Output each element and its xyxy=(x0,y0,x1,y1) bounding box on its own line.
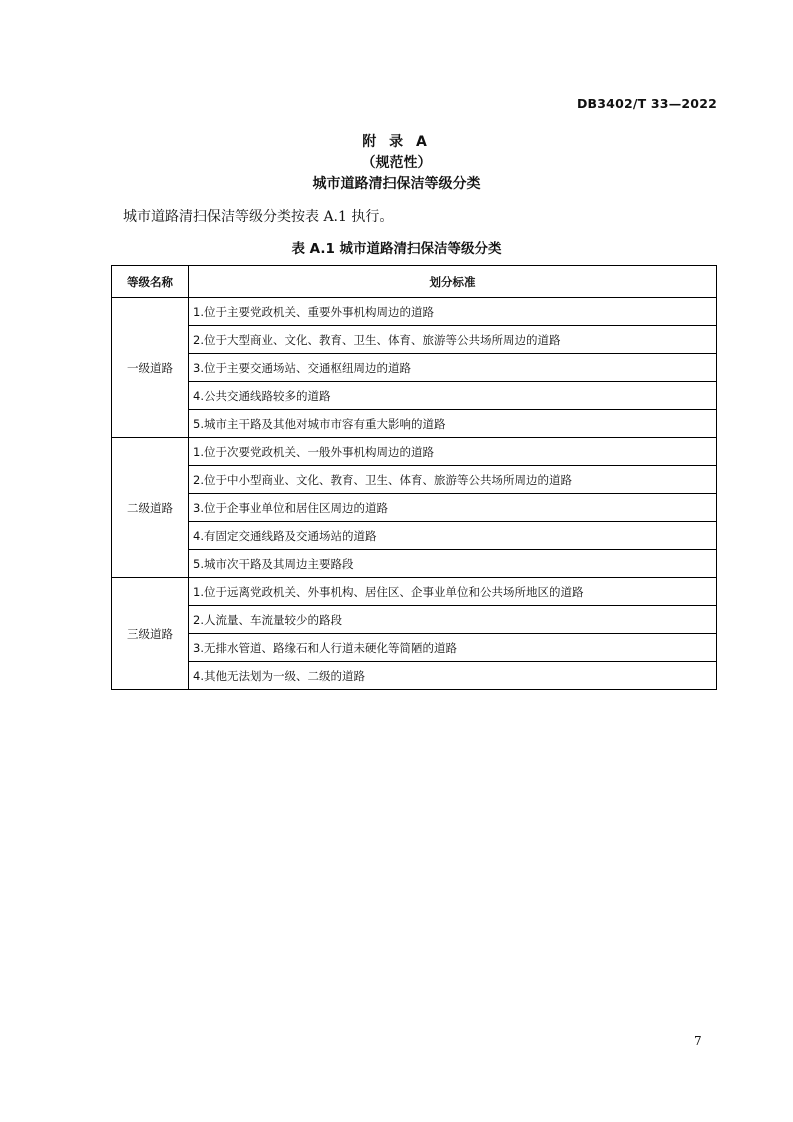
criterion-cell: 1.位于主要党政机关、重要外事机构周边的道路 xyxy=(189,298,717,326)
annex-title: 城市道路清扫保洁等级分类 xyxy=(312,176,481,192)
annex-nature: （规范性） xyxy=(361,155,432,171)
table-row xyxy=(112,326,717,354)
table-row xyxy=(112,382,717,410)
table-row xyxy=(112,522,717,550)
criterion-cell: 2.人流量、车流量较少的路段 xyxy=(189,606,717,634)
table-caption: 表 A.1 城市道路清扫保洁等级分类 xyxy=(291,241,502,257)
grade-table xyxy=(111,265,717,690)
criterion-cell: 4.有固定交通线路及交通场站的道路 xyxy=(189,522,717,550)
table-header-row xyxy=(112,266,717,298)
page-number: 7 xyxy=(694,1034,702,1048)
table-row xyxy=(112,494,717,522)
table-row xyxy=(112,578,717,606)
header-criteria: 划分标准 xyxy=(189,266,717,298)
level-cell: 三级道路 xyxy=(112,578,189,690)
table-row xyxy=(112,466,717,494)
table-row xyxy=(112,662,717,690)
criterion-cell: 4.公共交通线路较多的道路 xyxy=(189,382,717,410)
intro-paragraph: 城市道路清扫保洁等级分类按表 A.1 执行。 xyxy=(123,209,394,225)
table-row xyxy=(112,298,717,326)
criterion-cell: 3.位于主要交通场站、交通枢纽周边的道路 xyxy=(189,354,717,382)
criterion-cell: 3.无排水管道、路缘石和人行道未硬化等简陋的道路 xyxy=(189,634,717,662)
table-row xyxy=(112,634,717,662)
criterion-cell: 4.其他无法划为一级、二级的道路 xyxy=(189,662,717,690)
document-code: DB3402/T 33—2022 xyxy=(576,96,717,111)
criterion-cell: 5.城市主干路及其他对城市市容有重大影响的道路 xyxy=(189,410,717,438)
table-row xyxy=(112,438,717,466)
criterion-cell: 5.城市次干路及其周边主要路段 xyxy=(189,550,717,578)
level-cell: 一级道路 xyxy=(112,298,189,438)
table-row xyxy=(112,606,717,634)
table-row xyxy=(112,354,717,382)
criterion-cell: 1.位于远离党政机关、外事机构、居住区、企事业单位和公共场所地区的道路 xyxy=(189,578,717,606)
table-row xyxy=(112,550,717,578)
criterion-cell: 3.位于企事业单位和居住区周边的道路 xyxy=(189,494,717,522)
criterion-cell: 2.位于中小型商业、文化、教育、卫生、体育、旅游等公共场所周边的道路 xyxy=(189,466,717,494)
criterion-cell: 2.位于大型商业、文化、教育、卫生、体育、旅游等公共场所周边的道路 xyxy=(189,326,717,354)
annex-label: 附 录 A xyxy=(362,134,431,150)
level-cell: 二级道路 xyxy=(112,438,189,578)
header-level-name: 等级名称 xyxy=(112,266,189,298)
table-row xyxy=(112,410,717,438)
criterion-cell: 1.位于次要党政机关、一般外事机构周边的道路 xyxy=(189,438,717,466)
